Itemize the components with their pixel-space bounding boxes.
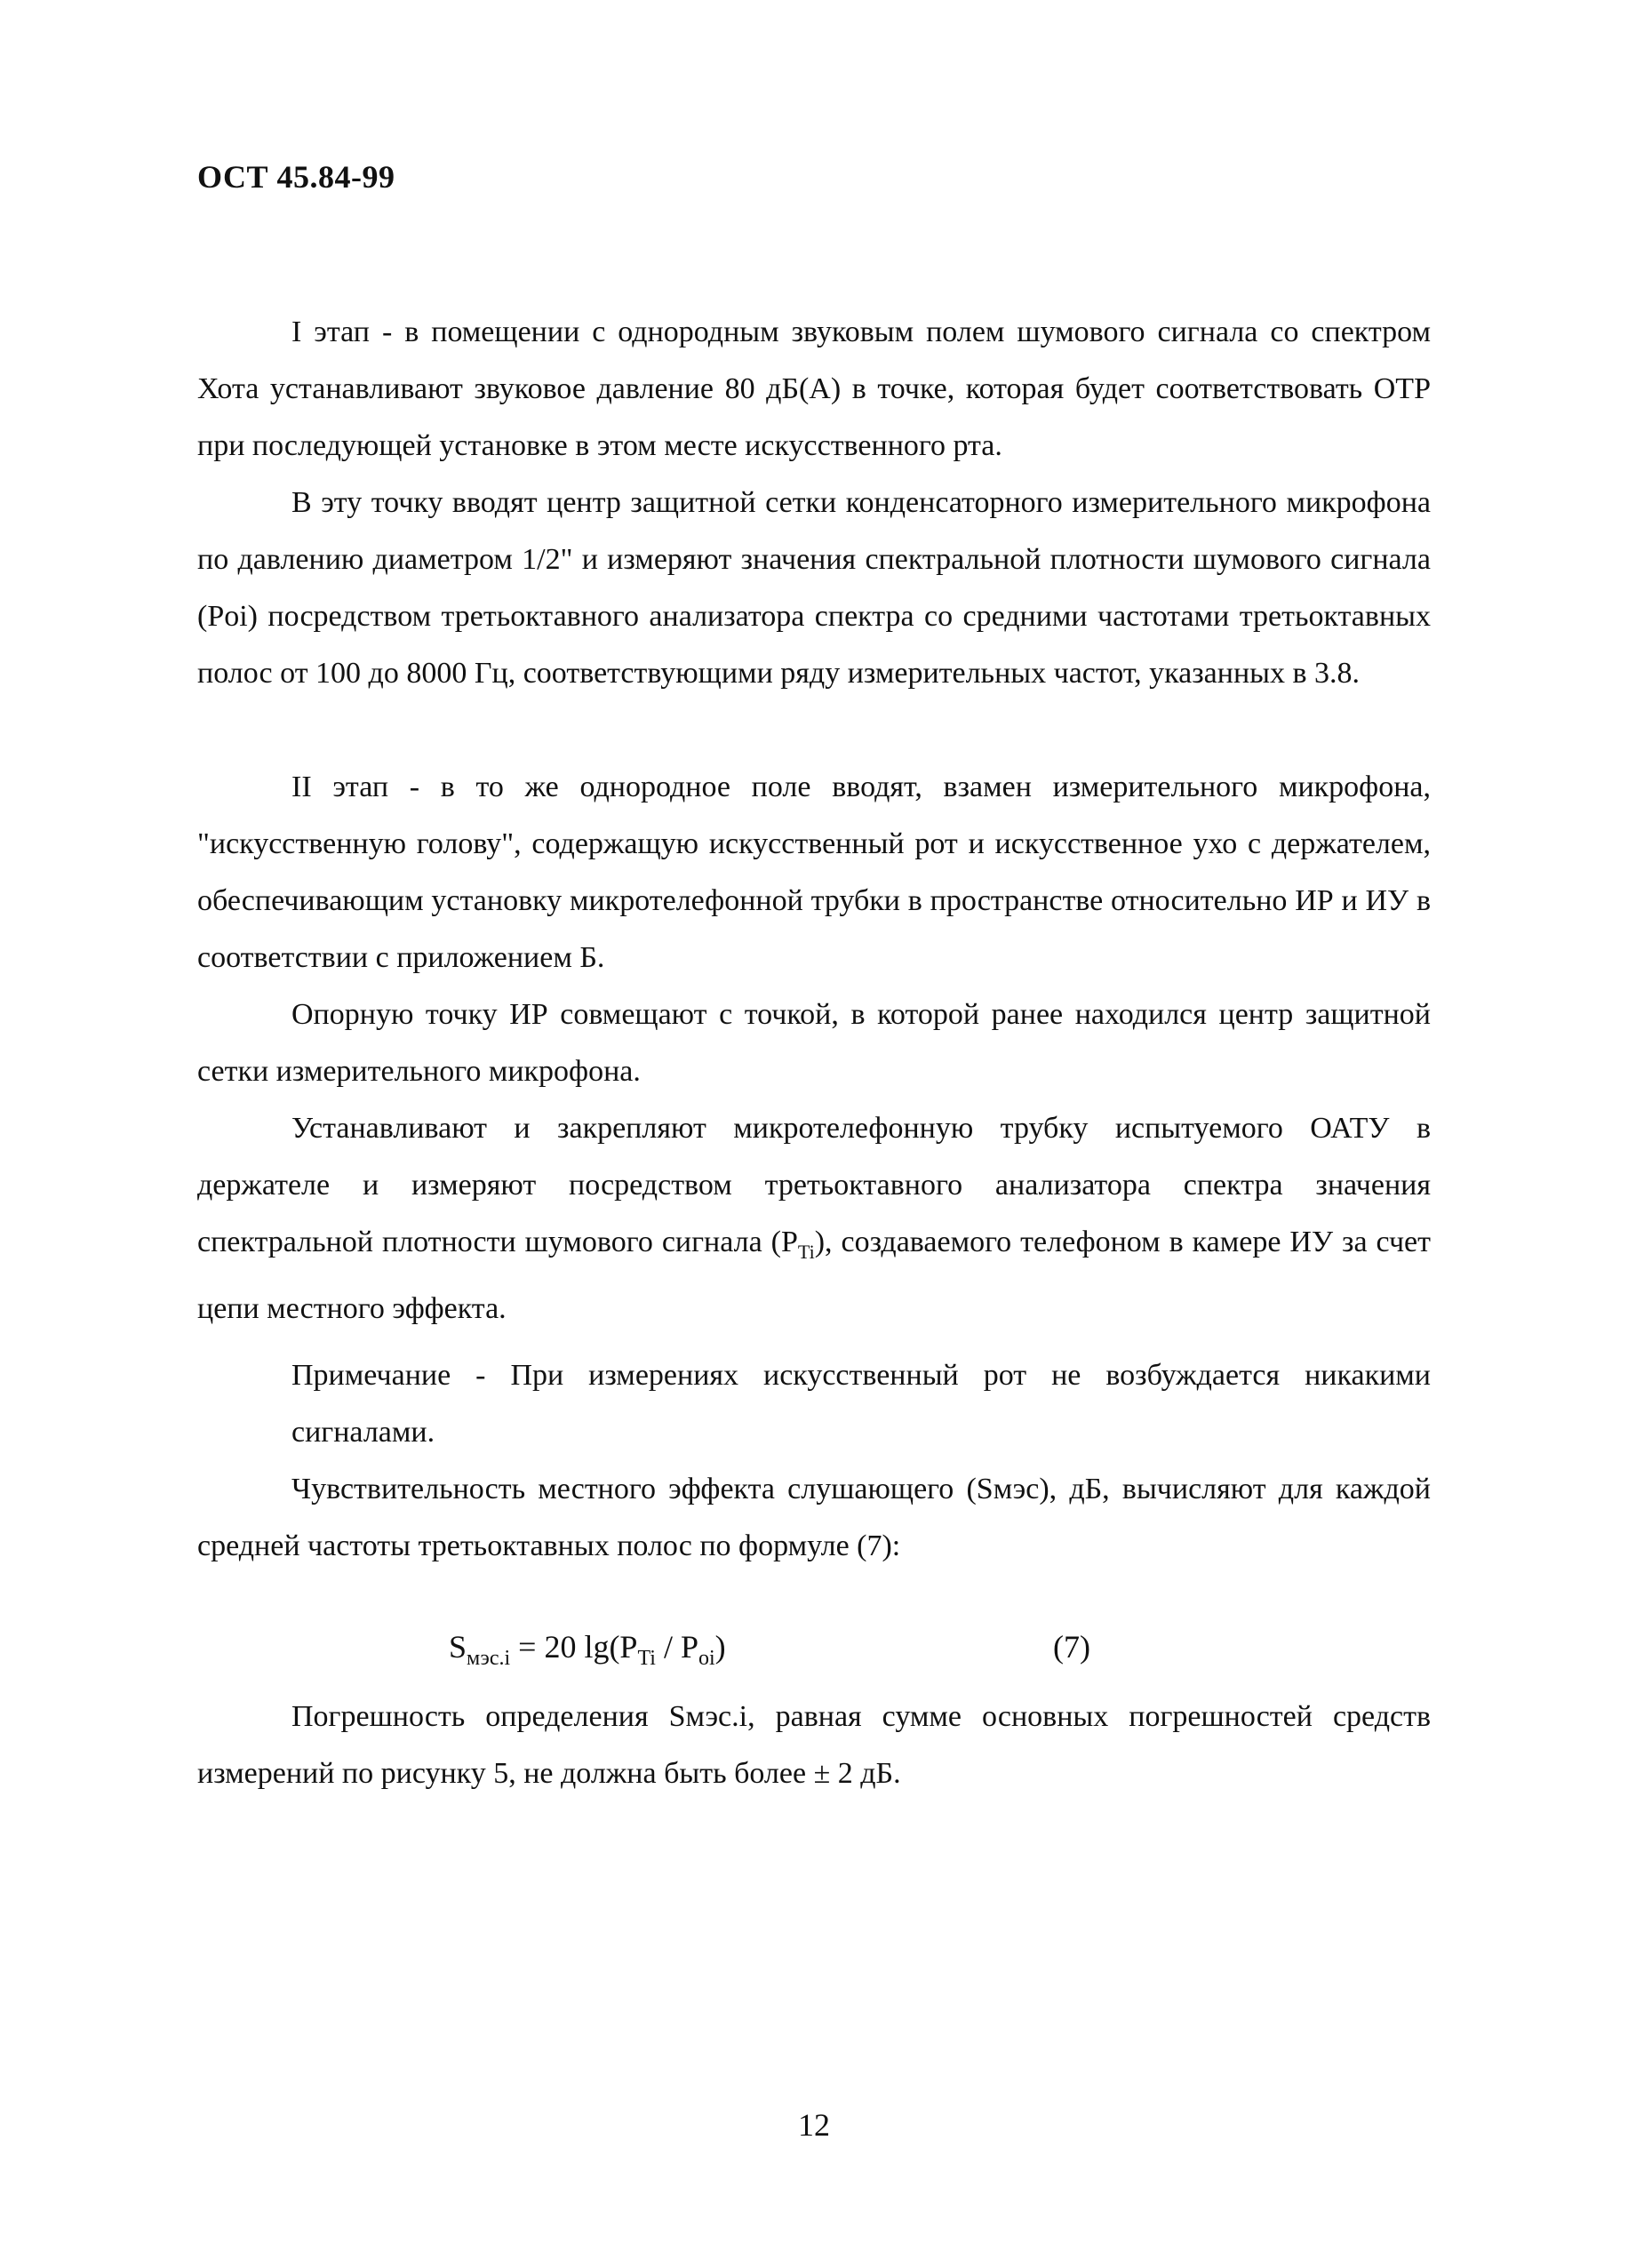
paragraph-sensitivity: Чувствительность местного эффекта слушающего (Sмэс), дБ, вычисляют для каждой средней частоты третьоктавных полос по формуле (7): bbox=[197, 1473, 1431, 1562]
paragraph-stage-2: II этап - в то же однородное поле вводят, взамен измерительного микрофона, "искусственную голову", содержащую искусственный рот и искусственное ухо с держателем, обеспечивающим установку микротелефонной трубки в пространстве относительно ИР и ИУ в соответствии с приложением Б. bbox=[197, 771, 1431, 974]
formula-number: (7) bbox=[1053, 1629, 1090, 1665]
document-code: ОСТ 45.84-99 bbox=[197, 159, 395, 195]
formula-7 bbox=[449, 1628, 1090, 1671]
paragraph-measurement-point: В эту точку вводят центр защитной сетки конденсаторного измерительного микрофона по давлению диаметром 1/2" и измеряют значения спектральной плотности шумового сигнала (Poi) посредством третьоктавного анализатора спектра со средними частотами третьоктавных полос от 100 до 8000 Гц, соответствующими ряду измерительных частот, указанных в 3.8. bbox=[197, 486, 1431, 690]
paragraph-handset-install bbox=[197, 1100, 1431, 1338]
handset-subscript: Ti bbox=[797, 1240, 815, 1263]
formula-numerator-subscript: Ti bbox=[637, 1647, 656, 1671]
formula-rhs-prefix: = 20 lg(P bbox=[510, 1629, 638, 1665]
formula-lhs-base: S bbox=[449, 1629, 467, 1665]
note-paragraph: Примечание - При измерениях искусственный рот не возбуждается никакими сигналами. bbox=[291, 1359, 1431, 1449]
formula-lhs-subscript: мэс.i bbox=[467, 1647, 511, 1671]
formula-close: ) bbox=[714, 1629, 726, 1665]
paragraph-reference-point: Опорную точку ИР совмещают с точкой, в которой ранее находился центр защитной сетки измерительного микрофона. bbox=[197, 998, 1431, 1088]
handset-text-end: ), создаваемого телефоном в камере ИУ за счет цепи местного эффекта. bbox=[197, 1226, 1431, 1325]
formula-divider: / P bbox=[655, 1629, 698, 1665]
paragraph-error: Погрешность определения Sмэс.i, равная сумме основных погрешностей средств измерений по рисунку 5, не должна быть более ± 2 дБ. bbox=[197, 1700, 1431, 1790]
handset-text-start: Устанавливают и закрепляют микротелефонную трубку испытуемого ОАТУ в держателе и измеряют посредством третьоктавного анализатора спектра значения спектральной плотности шумового сигнала (P bbox=[197, 1112, 1431, 1258]
page-number: 12 bbox=[798, 2107, 830, 2143]
formula-denominator-subscript: oi bbox=[698, 1647, 715, 1671]
paragraph-stage-1: I этап - в помещении с однородным звуковым полем шумового сигнала со спектром Хота устанавливают звуковое давление 80 дБ(А) в точке, которая будет соответствовать ОТР при последующей установке в этом месте искусственного рта. bbox=[197, 315, 1431, 462]
